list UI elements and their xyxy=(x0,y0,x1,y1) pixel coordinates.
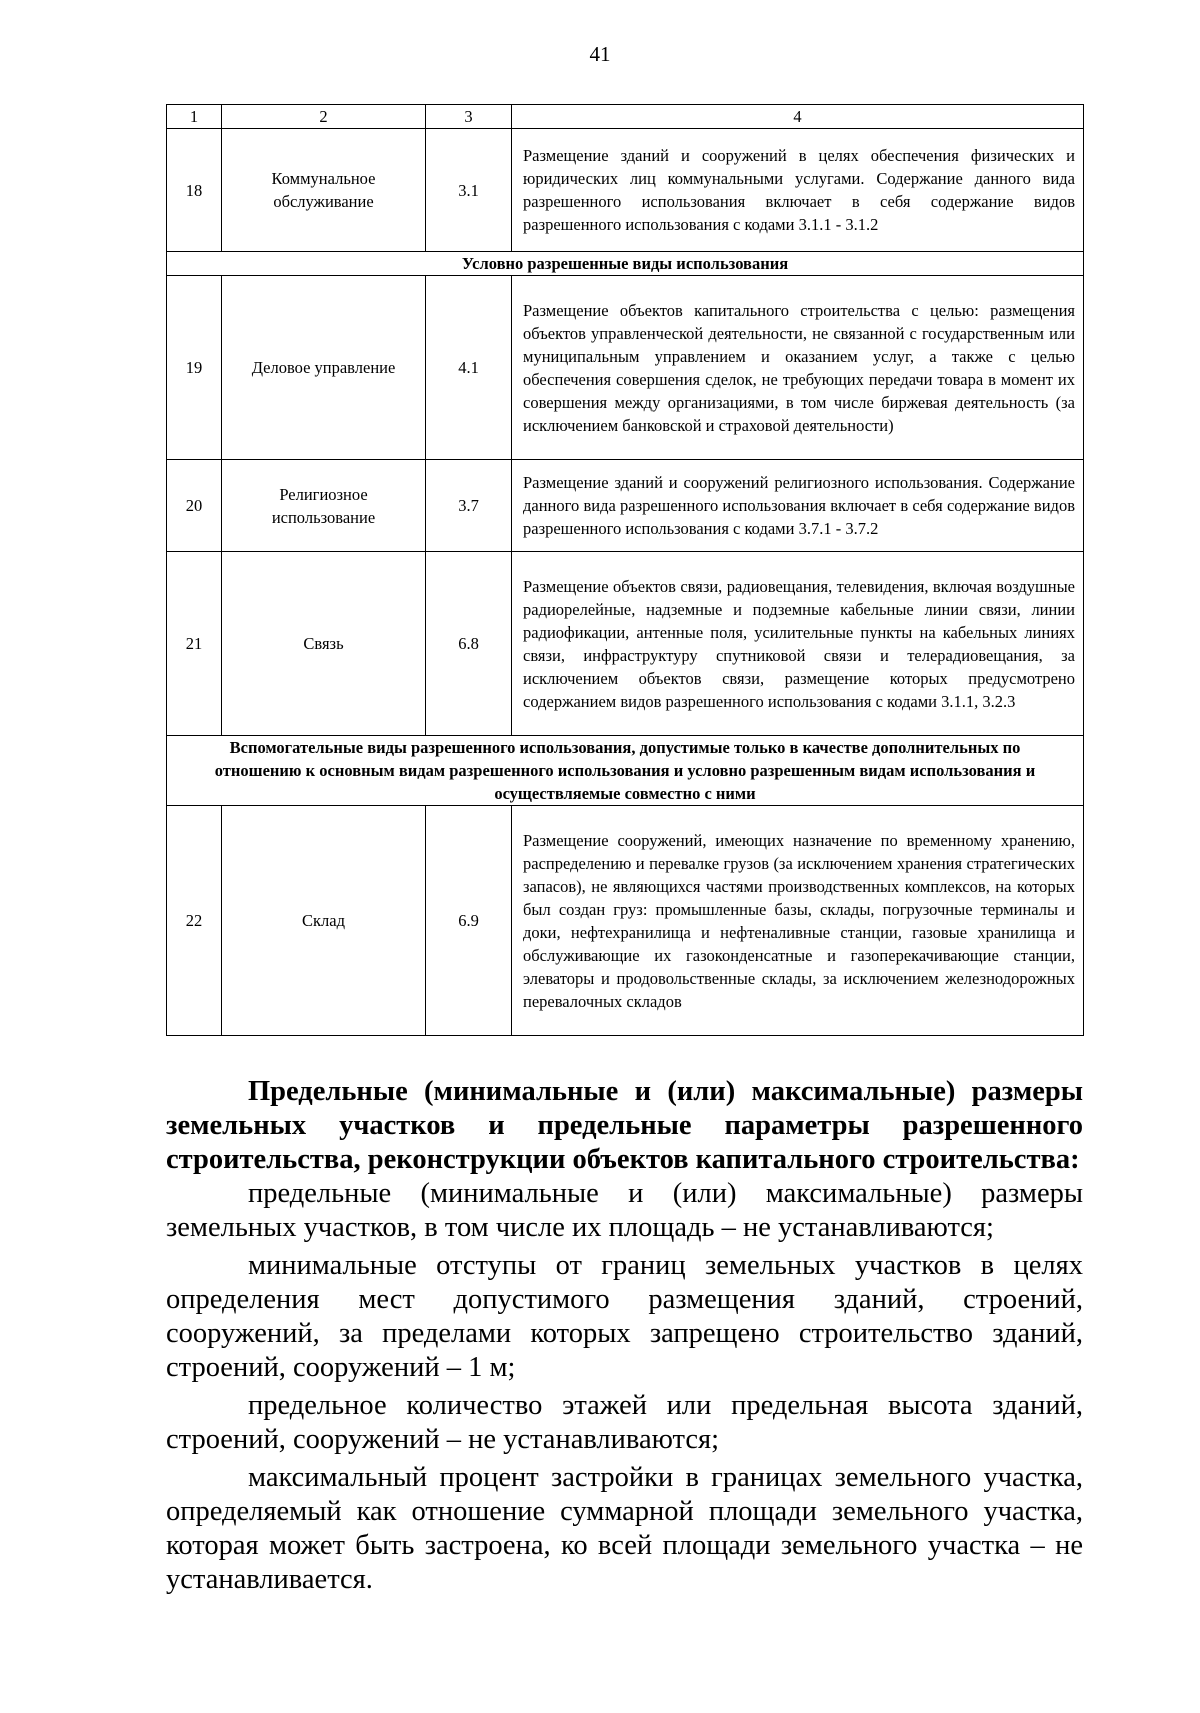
use-code: 6.8 xyxy=(426,552,512,736)
section-row-auxiliary xyxy=(167,736,1084,806)
use-code: 4.1 xyxy=(426,276,512,460)
limits-paragraph: предельное количество этажей или предельная высота зданий, строений, сооружений – не устанавливаются; xyxy=(166,1390,1083,1455)
use-name-line: использование xyxy=(271,507,376,527)
limits-paragraph: минимальные отступы от границ земельных участков в целях определения мест допустимого размещения зданий, строений, сооружений, за пределами которых запрещено строительство зданий, строений, сооружений – 1 м; xyxy=(166,1250,1083,1383)
table-row xyxy=(167,460,1084,552)
use-description: Размещение зданий и сооружений религиозного использования. Содержание данного вида разрешенного использования включает в себя содержание видов разрешенного использования с кодами 3.7.1 - 3.7.2 xyxy=(512,460,1084,552)
land-use-table xyxy=(166,104,1084,1036)
row-number: 20 xyxy=(167,460,222,552)
table-row xyxy=(167,129,1084,252)
row-number: 19 xyxy=(167,276,222,460)
row-number: 18 xyxy=(167,129,222,252)
use-name xyxy=(222,806,426,1036)
header-cell: 4 xyxy=(512,105,1084,129)
use-name xyxy=(222,460,426,552)
use-description: Размещение объектов связи, радиовещания, телевидения, включая воздушные радиорелейные, надземные и подземные кабельные линии связи, линии радиофикации, антенные поля, усилительные пункты на кабельных линиях связи, инфраструктуру спутниковой связи и телерадиовещания, за исключением объектов связи, размещение которых предусмотрено содержанием видов разрешенного использования с кодами 3.1.1, 3.2.3 xyxy=(512,552,1084,736)
use-name-line: Склад xyxy=(302,911,345,930)
use-description: Размещение объектов капитального строительства с целью: размещения объектов управленческой деятельности, не связанной с государственным или муниципальным управлением и оказанием услуг, а также с целью обеспечения совершения сделок, не требующих передачи товара в момент их совершения между организациями, в том числе биржевая деятельность (за исключением банковской и страховой деятельности) xyxy=(512,276,1084,460)
page-number: 41 xyxy=(589,42,611,66)
use-name-line: Религиозное xyxy=(279,484,368,504)
header-cell: 2 xyxy=(222,105,426,129)
use-name xyxy=(222,276,426,460)
limits-paragraph: предельные (минимальные и (или) максимальные) размеры земельных участков, в том числе их площадь – не устанавливаются; xyxy=(166,1178,1083,1243)
header-cell: 3 xyxy=(426,105,512,129)
table-row xyxy=(167,806,1084,1036)
section-row-conditional xyxy=(167,252,1084,276)
use-code: 3.7 xyxy=(426,460,512,552)
use-description: Размещение зданий и сооружений в целях обеспечения физических и юридических лиц коммунальными услугами. Содержание данного вида разрешенного использования включает в себя содержание видов разрешенного использования с кодами 3.1.1 - 3.1.2 xyxy=(512,129,1084,252)
use-code: 6.9 xyxy=(426,806,512,1036)
limits-section xyxy=(166,1075,1083,1597)
use-name xyxy=(222,129,426,252)
section-title: Вспомогательные виды разрешенного использования, допустимые только в качестве дополнительных по отношению к основным видам разрешенного использования и условно разрешенным видам использования и осуществляемые совместно с ними xyxy=(167,736,1084,806)
use-code: 3.1 xyxy=(426,129,512,252)
header-cell: 1 xyxy=(167,105,222,129)
limits-heading: Предельные (минимальные и (или) максимальные) размеры земельных участков и предельные параметры разрешенного строительства, реконструкции объектов капитального строительства: xyxy=(166,1076,1083,1175)
table-row xyxy=(167,552,1084,736)
use-name-line: обслуживание xyxy=(273,192,374,211)
row-number: 21 xyxy=(167,552,222,736)
use-name-line: Деловое управление xyxy=(251,358,396,377)
table-header-row xyxy=(167,105,1084,129)
table-row xyxy=(167,276,1084,460)
row-number: 22 xyxy=(167,806,222,1036)
section-title: Условно разрешенные виды использования xyxy=(167,252,1084,276)
use-name-line: Коммунальное xyxy=(271,169,376,188)
use-name xyxy=(222,552,426,736)
limits-paragraph: максимальный процент застройки в границах земельного участка, определяемый как отношение суммарной площади земельного участка, которая может быть застроена, ко всей площади земельного участка – не устанавливается. xyxy=(166,1462,1083,1595)
use-description: Размещение сооружений, имеющих назначение по временному хранению, распределению и перевалке грузов (за исключением хранения стратегических запасов), не являющихся частями производственных комплексов, на которых был создан груз: промышленные базы, склады, погрузочные терминалы и доки, нефтехранилища и нефтеналивные станции, газовые хранилища и обслуживающие их газоконденсатные и газоперекачивающие станции, элеваторы и продовольственные склады, за исключением железнодорожных перевалочных складов xyxy=(512,806,1084,1036)
use-name-line: Связь xyxy=(303,634,344,653)
